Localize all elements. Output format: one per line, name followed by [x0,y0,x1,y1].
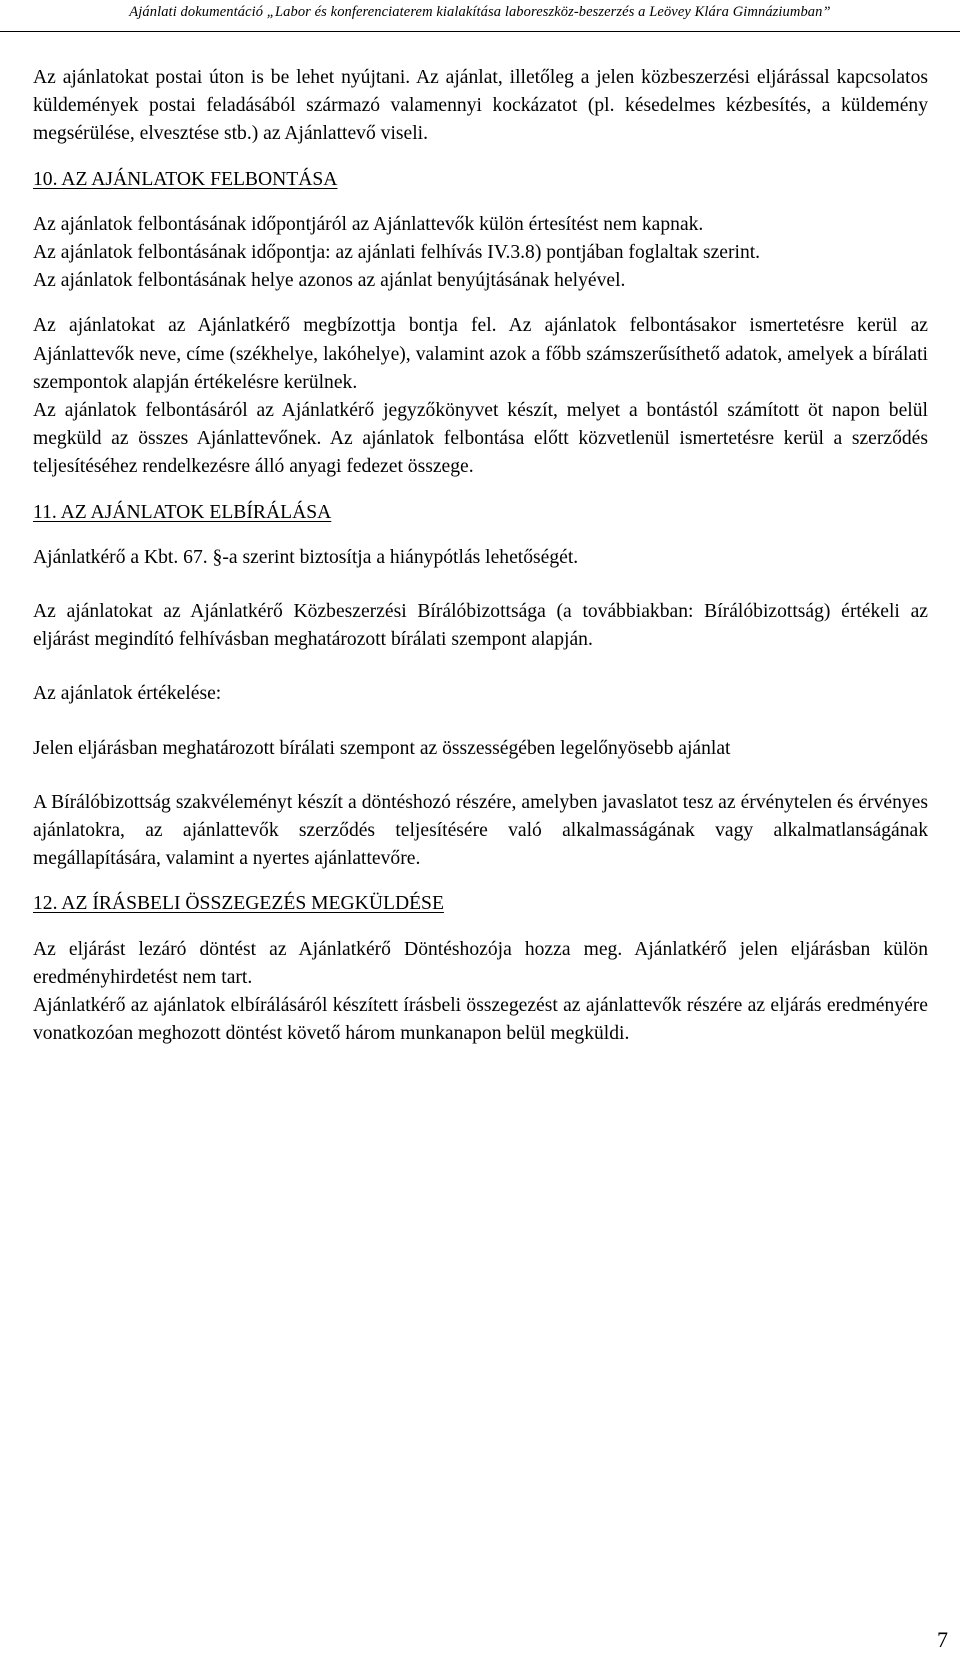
paragraph-postal-submission: Az ajánlatokat postai úton is be lehet nyújtani. Az ajánlat, illetőleg a jelen közbeszerzési eljárással kapcsolatos küldemények postai feladásából származó valamennyi kockázatot (pl. késedelmes kézbesítés, a küldemény megsérülése, elvesztése stb.) az Ajánlattevő viseli. [33,67,928,145]
section-heading-11 [33,499,928,527]
paragraph-opening-notice: Az ajánlatok felbontásának időpontjáról az Ajánlattevők külön értesítést nem kapnak. [33,213,704,235]
paragraph-opening-procedure: Az ajánlatokat az Ajánlatkérő megbízottja bontja fel. Az ajánlatok felbontásakor ismertetésre kerül az Ajánlattevők neve, címe (székhelye, lakóhelye), valamint azok a főbb számszerűsíthető adatok, amelyek a bírálati szempontok alapján értékelésre kerülnek. [33,315,928,393]
section-heading-11-text: 11. AZ AJÁNLATOK ELBÍRÁLÁSA [33,501,332,523]
paragraph-final-decision: Az eljárást lezáró döntést az Ajánlatkérő Döntéshozója hozza meg. Ajánlatkérő jelen eljárásban külön eredményhirdetést nem tart. [33,938,928,988]
running-header: Ajánlati dokumentáció „Labor és konferenciaterem kialakítása laboreszköz-beszerzés a Leövey Klára Gimnáziumban” [129,4,831,20]
paragraph-opening-minutes: Az ajánlatok felbontásáról az Ajánlatkérő jegyzőkönyvet készít, melyet a bontástól számított öt napon belül megküld az összes Ajánlattevőnek. Az ajánlatok felbontása előtt közvetlenül ismertetésre kerül a szerződés teljesítéséhez rendelkezésre álló anyagi fedezet összege. [33,400,928,478]
section-heading-12-text: 12. AZ ÍRÁSBELI ÖSSZEGEZÉS MEGKÜLDÉSE [33,893,444,915]
paragraph-evaluation-label: Az ajánlatok értékelése: [33,683,222,705]
page-body [33,64,928,1048]
section-heading-12 [33,890,928,918]
section-heading-10 [33,166,928,194]
paragraph-expert-opinion: A Bírálóbizottság szakvéleményt készít a döntéshozó részére, amelyben javaslatot tesz az érvénytelen és érvényes ajánlatokra, az ajánlattevők szerződés teljesítésére való alkalmasságának vagy alkalmatlanságának megállapítására, valamint a nyertes ajánlattevőre. [33,791,928,870]
page-number: 7 [937,1627,948,1652]
paragraph-opening-place: Az ajánlatok felbontásának helye azonos az ajánlat benyújtásának helyével. [33,270,626,292]
paragraph-deficiency-remedy: Ajánlatkérő a Kbt. 67. §-a szerint biztosítja a hiánypótlás lehetőségét. [33,546,579,568]
section-heading-10-text: 10. AZ AJÁNLATOK FELBONTÁSA [33,168,338,190]
paragraph-opening-time: Az ajánlatok felbontásának időpontja: az ajánlati felhívás IV.3.8) pontjában foglaltak szerint. [33,242,761,264]
paragraph-written-summary: Ajánlatkérő az ajánlatok elbírálásáról készített írásbeli összegezést az ajánlattevők részére az eljárás eredményére vonatkozóan meghozott döntést követő három munkanapon belül megküldi. [33,995,928,1045]
paragraph-evaluation-criterion: Jelen eljárásban meghatározott bírálati szempont az összességében legelőnyösebb ajánlat [33,737,731,759]
header-divider [0,31,960,32]
paragraph-evaluation-committee: Az ajánlatokat az Ajánlatkérő Közbeszerzési Bírálóbizottsága (a továbbiakban: Bírálóbizottság) értékeli az eljárást megindító felhívásban meghatározott bírálati szempont alapján. [33,601,928,651]
